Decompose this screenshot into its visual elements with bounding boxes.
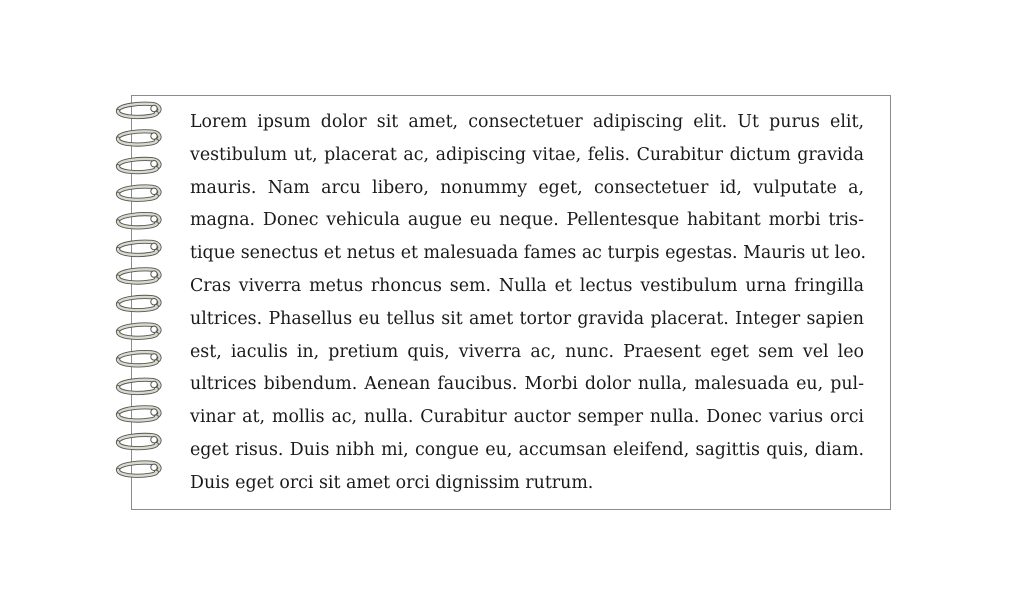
spiral-ring-icon bbox=[118, 463, 159, 476]
paragraph-line: tique senectus et netus et malesuada fames ac turpis egestas. Mauris ut leo. bbox=[190, 243, 867, 264]
paragraph-line: vestibulum ut, placerat ac, adipiscing vitae, felis. Curabitur dictum gravida bbox=[190, 144, 864, 165]
paragraph-line: mauris. Nam arcu libero, nonummy eget, consectetuer id, vulputate a, bbox=[190, 177, 864, 198]
paragraph-line: magna. Donec vehicula augue eu neque. Pellentesque habitant morbi tris- bbox=[190, 210, 864, 231]
spiral-ring-icon bbox=[118, 407, 159, 420]
spiral-ring-icon bbox=[118, 187, 159, 200]
paragraph-line: ultrices. Phasellus eu tellus sit amet tortor gravida placerat. Integer sapien bbox=[190, 308, 864, 329]
spiral-ring-icon bbox=[118, 131, 159, 144]
paragraph-line: vinar at, mollis ac, nulla. Curabitur auctor semper nulla. Donec varius orci bbox=[190, 407, 864, 428]
paragraph-line: ultrices bibendum. Aenean faucibus. Morbi dolor nulla, malesuada eu, pul- bbox=[190, 374, 864, 395]
paragraph-line: Cras viverra metus rhoncus sem. Nulla et lectus vestibulum urna fringilla bbox=[190, 275, 864, 296]
spiral-ring-icon bbox=[118, 242, 159, 255]
paragraph-line: est, iaculis in, pretium quis, viverra ac, nunc. Praesent eget sem vel leo bbox=[190, 341, 864, 362]
spiral-ring-icon bbox=[118, 104, 159, 117]
spiral-ring-icon bbox=[118, 269, 159, 282]
spiral-ring-icon bbox=[118, 214, 159, 227]
spiral-ring-icon bbox=[118, 352, 159, 365]
spiral-ring-icon bbox=[118, 435, 159, 448]
spiral-ring-icon bbox=[118, 159, 159, 172]
paragraph-line: Duis eget orci sit amet orci dignissim rutrum. bbox=[190, 472, 594, 493]
spiral-ring-icon bbox=[118, 297, 159, 310]
notebook-page bbox=[131, 95, 891, 510]
body-paragraph bbox=[190, 106, 867, 500]
paragraph-line: Lorem ipsum dolor sit amet, consectetuer adipiscing elit. Ut purus elit, bbox=[190, 112, 864, 132]
spiral-ring-icon bbox=[118, 325, 159, 338]
paragraph-line: eget risus. Duis nibh mi, congue eu, accumsan eleifend, sagittis quis, diam. bbox=[190, 439, 864, 460]
spiral-ring-icon bbox=[118, 380, 159, 393]
spiral-binding-icon bbox=[110, 95, 170, 510]
